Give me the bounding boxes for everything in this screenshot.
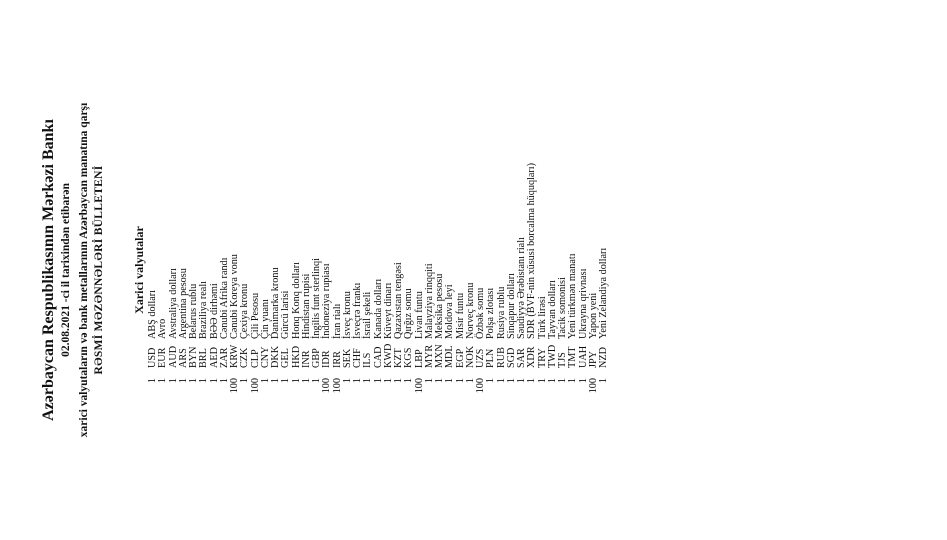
currency-code: IRR xyxy=(331,351,343,368)
table-row xyxy=(230,0,240,540)
table-row xyxy=(425,0,435,540)
currency-amount: 1 xyxy=(362,378,374,384)
table-row xyxy=(497,0,507,540)
currency-amount: 1 xyxy=(198,378,210,384)
currency-code: GBP xyxy=(311,348,322,368)
currency-amount: 1 xyxy=(393,378,404,384)
currency-amount: 1 xyxy=(188,378,199,384)
currency-code: CHF xyxy=(352,348,363,368)
table-row xyxy=(199,0,209,540)
currency-name: Yeni Zelandiya dolları xyxy=(598,247,609,339)
currency-code: SAR xyxy=(516,348,527,368)
currency-name: ABŞ dolları xyxy=(147,290,158,339)
table-row xyxy=(148,0,158,540)
table-row xyxy=(363,0,373,540)
currency-name: Moldova leyi xyxy=(444,284,456,339)
currency-amount: 1 xyxy=(444,378,456,384)
currency-name: Argentina pesosu xyxy=(177,268,189,339)
currency-code: ARS xyxy=(177,348,189,368)
currency-code: AED xyxy=(208,347,220,368)
table-row xyxy=(292,0,302,540)
currency-code: PLN xyxy=(485,348,497,368)
table-row xyxy=(322,0,332,540)
currency-amount: 1 xyxy=(598,378,609,384)
currency-name: Tacik somonisi xyxy=(557,277,568,339)
currency-amount: 1 xyxy=(485,378,497,384)
currency-name: Qazaxıstan tengəsi xyxy=(393,262,404,339)
currency-amount: 1 xyxy=(300,378,312,384)
currency-name: Sinqapur dolları xyxy=(505,273,517,339)
currency-name: Belarus rublu xyxy=(188,283,199,339)
section-title: Xarici valyutalar xyxy=(132,226,146,314)
currency-amount: 1 xyxy=(434,378,445,384)
currency-amount: 1 xyxy=(177,378,189,384)
currency-amount: 1 xyxy=(526,378,538,384)
currency-name: Honq Konq dolları xyxy=(290,262,302,339)
currency-amount: 1 xyxy=(557,378,568,384)
currency-code: XDR xyxy=(526,346,538,368)
currency-code: MXN xyxy=(434,344,445,368)
currency-code: SGD xyxy=(505,347,517,368)
table-row xyxy=(579,0,589,540)
currency-name: Çili Pesosu xyxy=(249,292,261,339)
currency-name: Səudiyyə Ərəbistanı rialı xyxy=(516,237,527,339)
table-row xyxy=(374,0,384,540)
currency-name: Küveyt dinarı xyxy=(382,282,394,339)
currency-name: BƏƏ dirhəmi xyxy=(208,283,220,339)
currency-name: Kanada dolları xyxy=(372,278,384,339)
table-row xyxy=(353,0,363,540)
currency-code: KGS xyxy=(403,347,415,368)
currency-code: HKD xyxy=(290,345,302,368)
currency-amount: 100 xyxy=(321,378,333,394)
currency-amount: 100 xyxy=(249,378,261,394)
currency-amount: 100 xyxy=(587,378,599,394)
currency-amount: 100 xyxy=(475,378,486,394)
currency-code: TWD xyxy=(546,344,558,368)
currency-code: IDR xyxy=(321,350,333,368)
currency-amount: 1 xyxy=(352,378,363,384)
currency-code: CNY xyxy=(259,346,271,368)
currency-amount: 1 xyxy=(536,378,548,384)
currency-code: MYR xyxy=(423,344,435,368)
currency-code: TJS xyxy=(557,352,568,368)
currency-name: Hindistan rupisi xyxy=(300,273,312,339)
currency-amount: 100 xyxy=(229,378,240,394)
table-row xyxy=(189,0,199,540)
currency-name: Avro xyxy=(157,318,169,339)
currency-name: Türk lirəsi xyxy=(536,296,548,339)
currency-name: Cənubi Afrika randı xyxy=(218,257,230,339)
currency-code: CZK xyxy=(239,347,251,368)
currency-amount: 1 xyxy=(495,378,507,384)
currency-amount: 1 xyxy=(546,378,558,384)
currency-name: Polşa zlotası xyxy=(485,287,497,339)
currency-code: UAH xyxy=(577,345,589,368)
currency-amount: 1 xyxy=(403,378,415,384)
currency-amount: 1 xyxy=(157,378,169,384)
currency-code: CLP xyxy=(249,349,261,368)
currency-code: INR xyxy=(300,350,312,368)
currency-amount: 1 xyxy=(423,378,435,384)
currency-name: Çin yuanı xyxy=(259,299,271,339)
currency-amount: 1 xyxy=(341,378,353,384)
currency-name: İsveç kronu xyxy=(341,291,353,339)
currency-name: Livan funtu xyxy=(413,291,425,339)
currency-name: Norveç kronu xyxy=(464,282,476,339)
currency-name: İsrail şekeli xyxy=(362,291,374,339)
currency-name: Braziliya realı xyxy=(198,281,210,339)
currency-amount: 1 xyxy=(218,378,230,384)
effective-date: 02.08.2021 -ci il tarixindən etibarən xyxy=(60,183,72,357)
currency-code: JPY xyxy=(587,351,599,368)
currency-table xyxy=(148,0,609,540)
currency-code: TRY xyxy=(536,348,548,368)
currency-name: Qırğız somu xyxy=(403,288,415,339)
currency-name: Rusiya rublu xyxy=(495,286,507,339)
currency-amount: 1 xyxy=(454,378,466,384)
currency-code: TMT xyxy=(567,346,579,368)
table-row xyxy=(435,0,445,540)
currency-code: USD xyxy=(147,347,158,368)
table-row xyxy=(466,0,476,540)
currency-name: İndoneziya rupiası xyxy=(321,263,333,339)
currency-name: Cənubi Koreya vonu xyxy=(229,254,240,339)
currency-code: BYN xyxy=(188,346,199,368)
table-row xyxy=(548,0,558,540)
table-row xyxy=(486,0,496,540)
currency-name: Yeni türkmən manatı xyxy=(567,253,579,339)
table-row xyxy=(599,0,609,540)
currency-amount: 1 xyxy=(372,378,384,384)
table-row xyxy=(240,0,250,540)
currency-amount: 1 xyxy=(567,378,579,384)
currency-amount: 1 xyxy=(270,378,281,384)
currency-code: KZT xyxy=(393,348,404,368)
table-row xyxy=(343,0,353,540)
currency-code: EUR xyxy=(157,347,169,368)
currency-code: SEK xyxy=(341,348,353,368)
currency-amount: 1 xyxy=(147,378,158,384)
currency-amount: 1 xyxy=(516,378,527,384)
currency-code: EGP xyxy=(454,348,466,368)
currency-name: Meksika pesosu xyxy=(434,273,445,339)
table-row xyxy=(251,0,261,540)
table-row xyxy=(158,0,168,540)
currency-name: Misir funtu xyxy=(454,292,466,339)
currency-amount: 1 xyxy=(382,378,394,384)
currency-name: İsveçrə frankı xyxy=(352,282,363,339)
currency-name: İngilis funt sterlinqi xyxy=(311,258,322,339)
currency-name: İran rialı xyxy=(331,303,343,339)
currency-code: RUB xyxy=(495,347,507,368)
currency-amount: 1 xyxy=(239,378,251,384)
currency-name: Ukrayna qrivnası xyxy=(577,268,589,339)
table-row xyxy=(456,0,466,540)
currency-name: Danimarka kronu xyxy=(270,267,281,339)
currency-code: ILS xyxy=(362,352,374,368)
currency-code: GEL xyxy=(280,348,292,368)
currency-name: Çexiya kronu xyxy=(239,283,251,339)
currency-code: NZD xyxy=(598,347,609,368)
currency-amount: 100 xyxy=(331,378,343,394)
table-row xyxy=(538,0,548,540)
currency-name: Özbək somu xyxy=(475,287,486,339)
currency-code: MDL xyxy=(444,345,456,368)
currency-code: DKK xyxy=(270,345,281,368)
currency-amount: 100 xyxy=(413,378,425,394)
currency-amount: 1 xyxy=(280,378,292,384)
currency-name: Avstraliya dolları xyxy=(167,268,179,339)
currency-amount: 1 xyxy=(577,378,589,384)
currency-amount: 1 xyxy=(311,378,322,384)
table-row xyxy=(179,0,189,540)
currency-code: NOK xyxy=(464,345,476,368)
table-row xyxy=(568,0,578,540)
currency-amount: 1 xyxy=(259,378,271,384)
table-row xyxy=(281,0,291,540)
table-row xyxy=(404,0,414,540)
currency-code: BRL xyxy=(198,348,210,368)
currency-code: KWD xyxy=(382,343,394,368)
bulletin-heading: RƏSMİ MƏZƏNNƏLƏRİ BÜLLETENİ xyxy=(93,165,105,375)
table-row xyxy=(394,0,404,540)
currency-code: KRW xyxy=(229,344,240,368)
currency-name: Tayvan dolları xyxy=(546,280,558,339)
currency-code: LBP xyxy=(413,349,425,368)
currency-code: UZS xyxy=(475,348,486,368)
currency-amount: 1 xyxy=(464,378,476,384)
table-row xyxy=(527,0,537,540)
currency-amount: 1 xyxy=(505,378,517,384)
table-row xyxy=(333,0,343,540)
bank-title: Azərbaycan Respublikasının Mərkəzi Bankı xyxy=(40,119,57,421)
currency-code: CAD xyxy=(372,346,384,368)
currency-name: Malayziya rinqqiti xyxy=(423,263,435,339)
currency-amount: 1 xyxy=(290,378,302,384)
currency-code: AUD xyxy=(167,345,179,368)
table-row xyxy=(271,0,281,540)
bulletin-subtitle: xarici valyutaların və bank metallarının Azərbaycan manatına qarşı xyxy=(78,102,90,438)
currency-name: SDR (BVF-nin xüsusi borcalma hüquqları) xyxy=(526,162,538,339)
currency-amount: 1 xyxy=(167,378,179,384)
table-row xyxy=(445,0,455,540)
currency-code: ZAR xyxy=(218,347,230,368)
table-row xyxy=(476,0,486,540)
currency-name: Yapon yeni xyxy=(587,292,599,339)
currency-name: Gürcü larisi xyxy=(280,290,292,339)
currency-amount: 1 xyxy=(208,378,220,384)
